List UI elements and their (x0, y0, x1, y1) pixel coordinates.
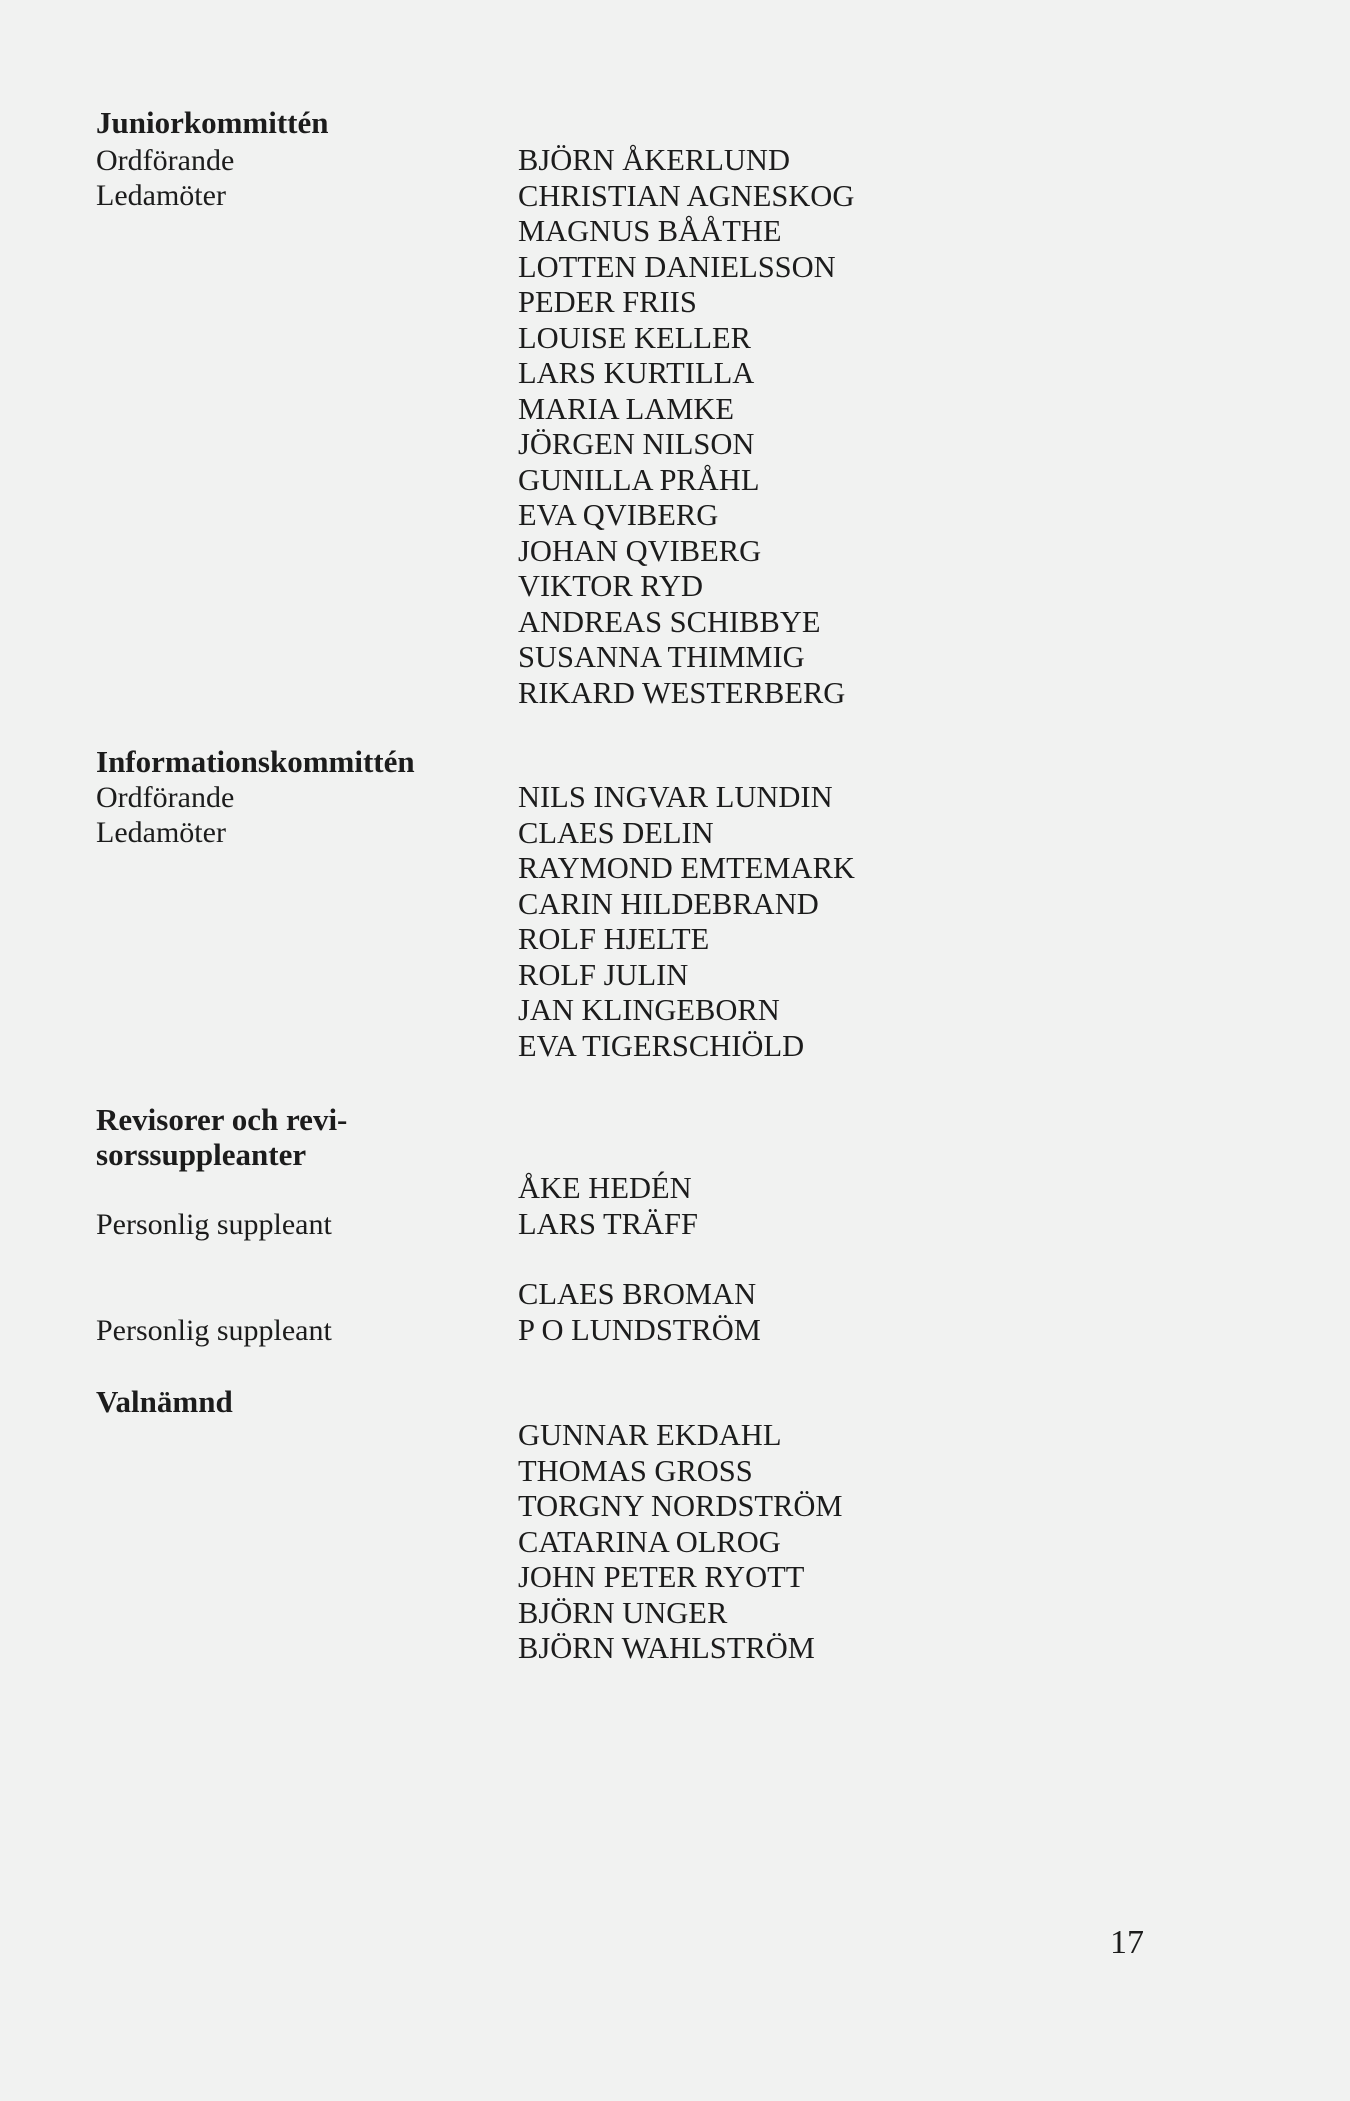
junior-member-name: EVA QVIBERG (518, 498, 719, 532)
nomination-member-name: CATARINA OLROG (518, 1524, 781, 1559)
junior-member-name: LARS KURTILLA (518, 356, 755, 390)
junior-member-name: GUNILLA PRÅHL (518, 462, 760, 497)
junior-member-name: ANDREAS SCHIBBYE (518, 604, 821, 639)
junior-member-name: PEDER FRIIS (518, 285, 697, 319)
deputy-label: Personlig suppleant (96, 1208, 332, 1241)
junior-member-name: LOTTEN DANIELSSON (518, 249, 836, 284)
junior-member-name: MARIA LAMKE (518, 391, 735, 426)
junior-member-name: CHRISTIAN AGNESKOG (518, 178, 855, 213)
information-chair-name: NILS INGVAR LUNDIN (518, 780, 833, 814)
junior-member-name: RIKARD WESTERBERG (518, 675, 846, 710)
junior-committee-heading: Juniorkommittén (96, 105, 329, 140)
nomination-member-name: GUNNAR EKDAHL (518, 1418, 782, 1452)
junior-chair-label: Ordförande (96, 144, 235, 177)
junior-member-name: JOHAN QVIBERG (518, 533, 762, 568)
information-committee-heading: Informationskommittén (96, 744, 415, 779)
information-member-name: EVA TIGERSCHIÖLD (518, 1028, 805, 1063)
nomination-names-list (518, 1418, 843, 1667)
nomination-member-name: THOMAS GROSS (518, 1453, 753, 1488)
information-member-name: JAN KLINGEBORN (518, 993, 780, 1027)
nomination-member-name: JOHN PETER RYOTT (518, 1560, 805, 1594)
nomination-committee-heading: Valnämnd (96, 1384, 233, 1419)
junior-names-list (518, 143, 854, 711)
auditors-heading-line-2: sorssuppleanter (96, 1137, 307, 1172)
auditors-heading-line-1: Revisorer och revi- (96, 1102, 348, 1137)
junior-members-label: Ledamöter (96, 179, 226, 212)
junior-member-name: SUSANNA THIMMIG (518, 640, 805, 674)
information-member-name: RAYMOND EMTEMARK (518, 851, 855, 885)
auditors-names-list-2 (518, 1277, 761, 1348)
junior-member-name: JÖRGEN NILSON (518, 427, 755, 461)
information-member-name: ROLF HJELTE (518, 922, 710, 956)
information-member-name: CARIN HILDEBRAND (518, 886, 819, 921)
deputy-label: Personlig suppleant (96, 1314, 332, 1347)
auditors-names-list-1 (518, 1171, 698, 1242)
nomination-member-name: TORGNY NORDSTRÖM (518, 1489, 843, 1523)
junior-member-name: LOUISE KELLER (518, 320, 751, 355)
deputy-auditor-name: LARS TRÄFF (518, 1206, 698, 1241)
information-member-name: CLAES DELIN (518, 815, 714, 850)
auditor-name: ÅKE HEDÉN (518, 1171, 692, 1205)
information-names-list (518, 780, 855, 1064)
information-member-name: ROLF JULIN (518, 957, 689, 992)
nomination-member-name: BJÖRN UNGER (518, 1595, 728, 1630)
nomination-member-name: BJÖRN WAHLSTRÖM (518, 1631, 815, 1665)
auditor-name: CLAES BROMAN (518, 1277, 757, 1311)
junior-member-name: VIKTOR RYD (518, 569, 703, 603)
page-number: 17 (1110, 1924, 1144, 1961)
junior-member-name: MAGNUS BÅÅTHE (518, 214, 782, 248)
information-chair-label: Ordförande (96, 781, 235, 814)
deputy-auditor-name: P O LUNDSTRÖM (518, 1312, 761, 1347)
junior-chair-name: BJÖRN ÅKERLUND (518, 143, 790, 177)
information-members-label: Ledamöter (96, 816, 226, 849)
